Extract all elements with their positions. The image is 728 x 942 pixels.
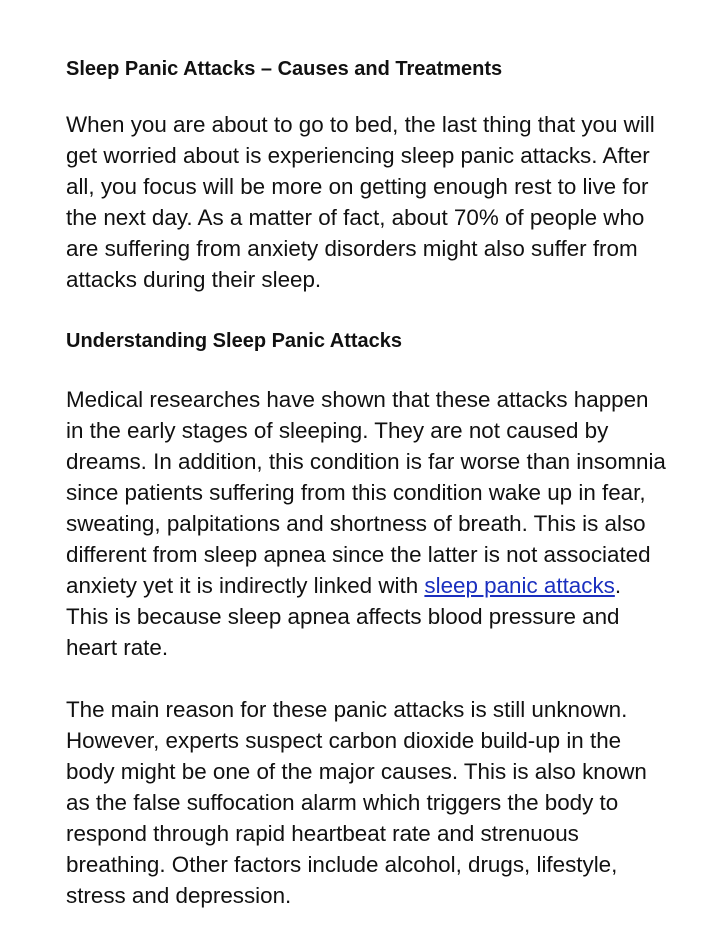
intro-paragraph: When you are about to go to bed, the last thing that you will get worried about is experiencing sleep panic attacks. After all, you focus will be more on getting enough rest to live for the next day. As a matter of fact, about 70% of people who are suffering from anxiety disorders might also suffer from attacks during their sleep. bbox=[66, 112, 655, 292]
section-heading: Understanding Sleep Panic Attacks bbox=[66, 330, 403, 352]
document-page bbox=[66, 54, 666, 911]
document-title: Sleep Panic Attacks – Causes and Treatments bbox=[66, 58, 503, 80]
paragraph-causes: The main reason for these panic attacks is still unknown. However, experts suspect carbon dioxide build-up in the body might be one of the major causes. This is also known as the false suffocation alarm which triggers the body to respond through rapid heartbeat rate and strenuous breathing. Other factors include alcohol, drugs, lifestyle, stress and depression. bbox=[66, 697, 647, 908]
sleep-panic-attacks-link[interactable]: sleep panic attacks bbox=[424, 573, 615, 598]
paragraph-research-text-after: . This is because sleep apnea affects blood pressure and heart rate. bbox=[66, 573, 622, 660]
paragraph-research-text-before: Medical researches have shown that these attacks happen in the early stages of sleeping. They are not caused by dreams. In addition, this condition is far worse than insomnia since patients suffering from this condition wake up in fear, sweating, palpitations and shortness of breath. This is also different from sleep apnea since the latter is not associated anxiety yet it is indirectly linked with bbox=[66, 387, 666, 598]
paragraph-research bbox=[66, 384, 666, 663]
